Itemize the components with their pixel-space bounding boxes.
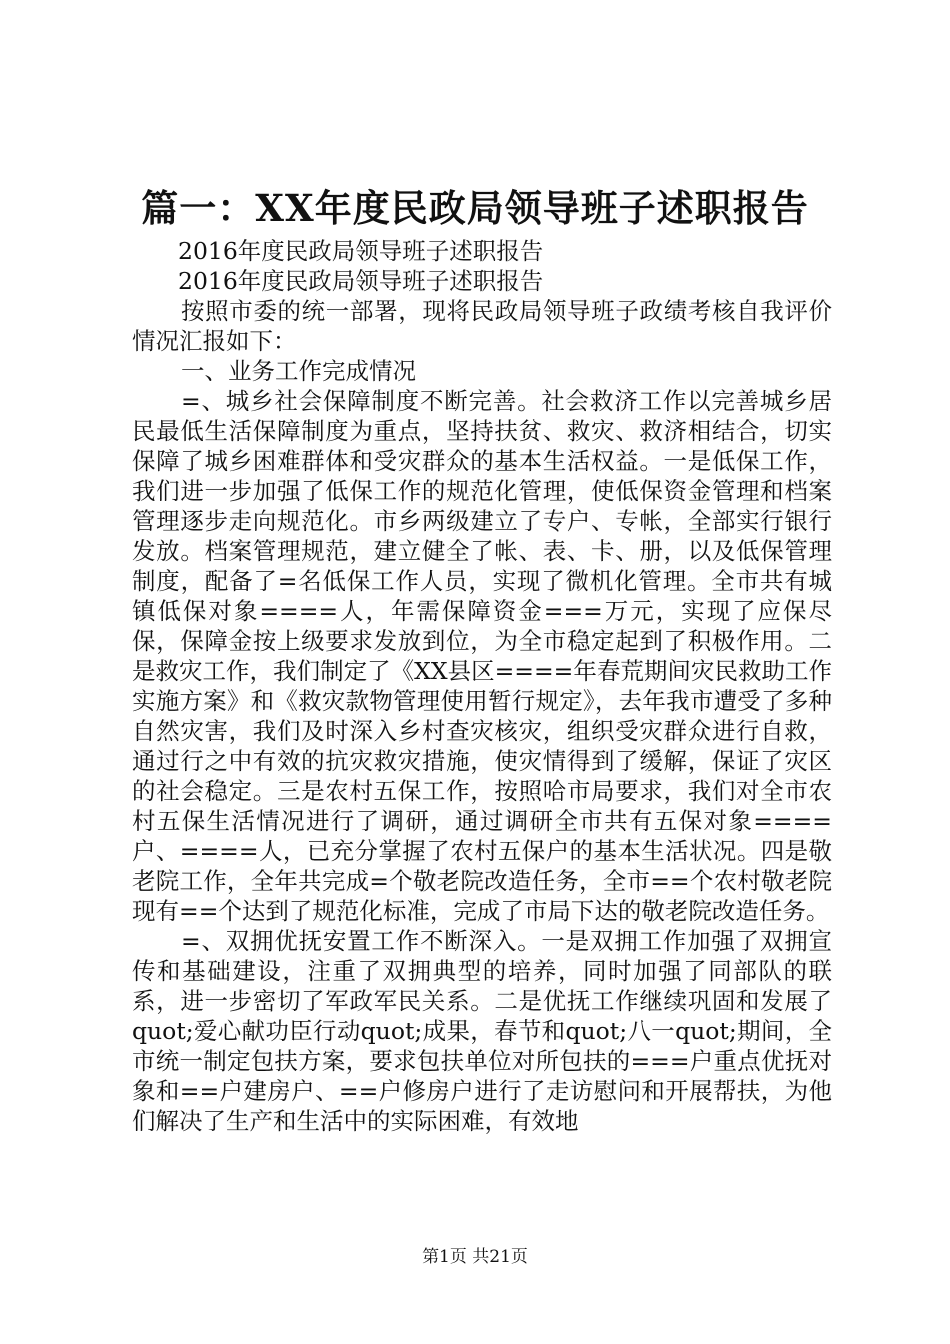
subtitle-line: 2016年度民政局领导班子述职报告 <box>178 237 544 265</box>
body-paragraph: =、双拥优抚安置工作不断深入。一是双拥工作加强了双拥宣传和基础建设，注重了双拥典型的培养，同时加强了同部队的联系，进一步密切了军政军民关系。二是优抚工作继续巩固和发展了quot;爱心献功臣行动quot;成果，春节和quot;八一quot;期间，全市统一制定包扶方案，要求包扶单位对所包扶的===户重点优抚对象和==户建房户、==户修房户进行了走访慰问和开展帮扶，为他们解决了生产和生活中的实际困难，有效地 <box>132 927 832 1135</box>
body-paragraph: =、城乡社会保障制度不断完善。社会救济工作以完善城乡居民最低生活保障制度为重点，坚持扶贫、救灾、救济相结合，切实保障了城乡困难群体和受灾群众的基本生活权益。一是低保工作，我们进一步加强了低保工作的规范化管理，使低保资金管理和档案管理逐步走向规范化。市乡两级建立了专户、专帐，全部实行银行发放。档案管理规范，建立健全了帐、表、卡、册，以及低保管理制度，配备了=名低保工作人员，实现了微机化管理。全市共有城镇低保对象====人，年需保障资金===万元，实现了应保尽保，保障金按上级要求发放到位，为全市稳定起到了积极作用。二是救灾工作，我们制定了《XX县区====年春荒期间灾民救助工作实施方案》和《救灾款物管理使用暂行规定》，去年我市遭受了多种自然灾害，我们及时深入乡村查灾核灾，组织受灾群众进行自救，通过行之中有效的抗灾救灾措施，使灾情得到了缓解，保证了灾区的社会稳定。三是农村五保工作，按照哈市局要求，我们对全市农村五保生活情况进行了调研，通过调研全市共有五保对象====户、====人，已充分掌握了农村五保户的基本生活状况。四是敬老院工作，全年共完成=个敬老院改造任务，全市==个农村敬老院现有==个达到了规范化标准，完成了市局下达的敬老院改造任务。 <box>132 387 832 925</box>
page-footer: 第1页 共21页 <box>422 1247 528 1267</box>
section-heading: 一、业务工作完成情况 <box>181 357 416 385</box>
document-title: 篇一：XX年度民政局领导班子述职报告 <box>141 186 809 230</box>
intro-paragraph: 按照市委的统一部署，现将民政局领导班子政绩考核自我评价情况汇报如下： <box>132 297 832 355</box>
subtitle-line: 2016年度民政局领导班子述职报告 <box>178 267 544 295</box>
document-body <box>132 236 832 1136</box>
